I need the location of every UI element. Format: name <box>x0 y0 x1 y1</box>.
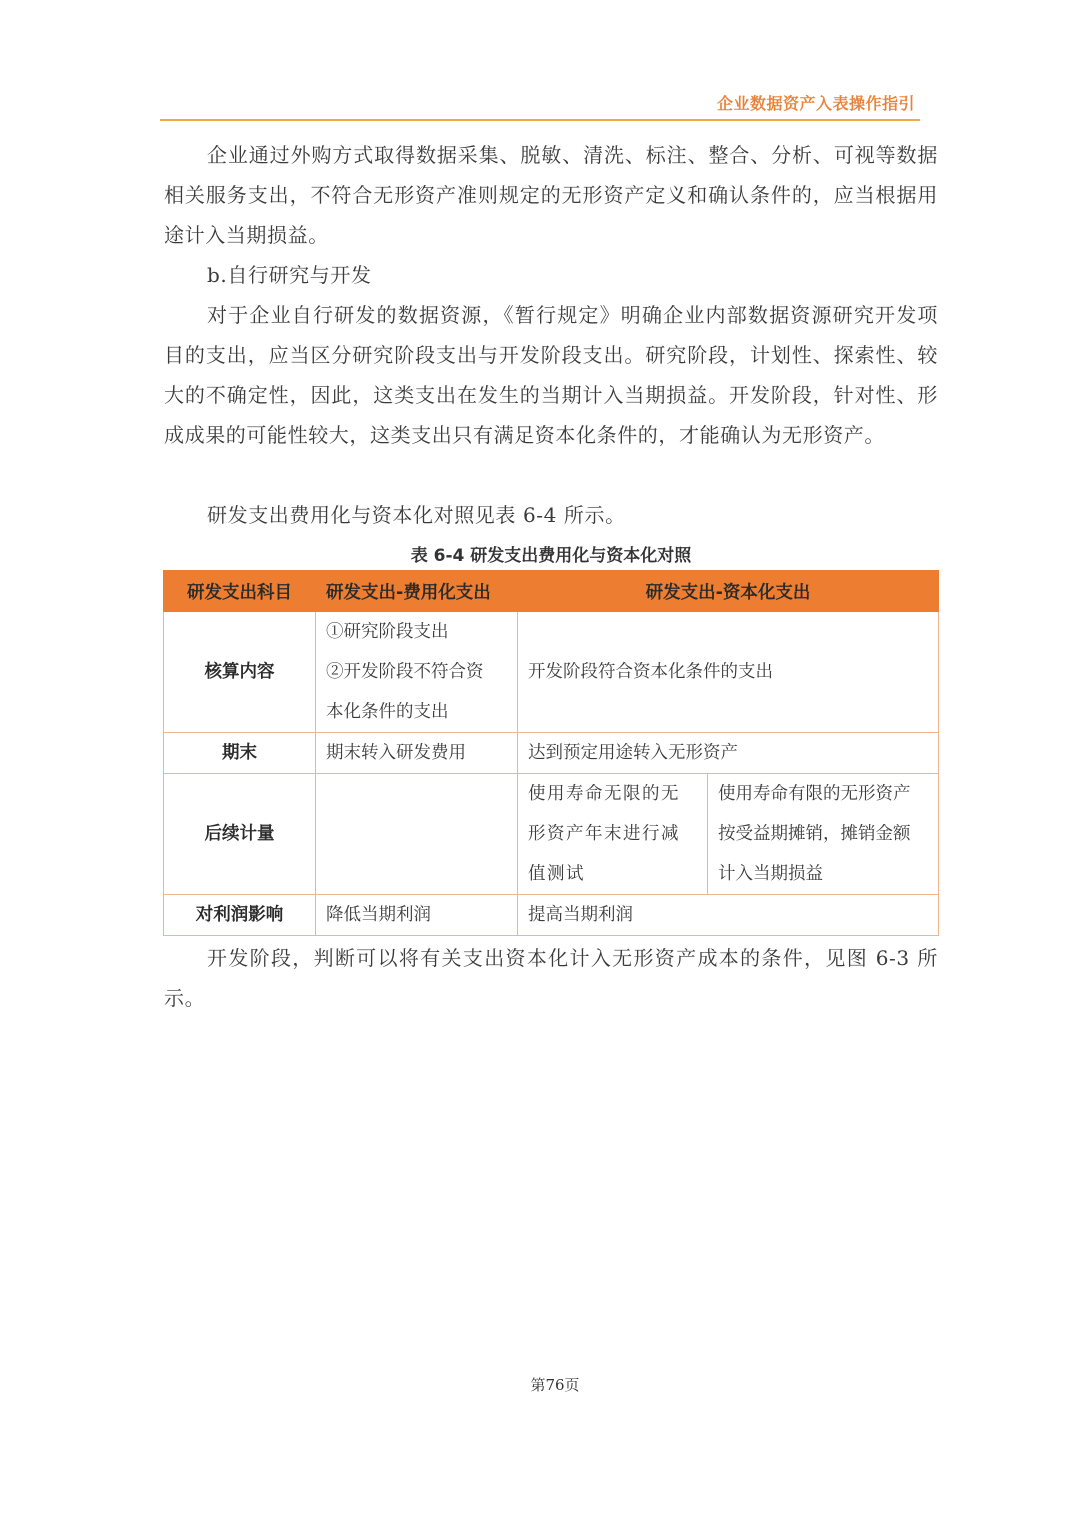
cell-line: 使用寿命无限的无 <box>528 784 680 804</box>
cell-line: 计入当期损益 <box>718 864 823 884</box>
row-label-profit-impact: 对利润影响 <box>164 895 316 936</box>
cell-line: ②开发阶段不符合资 <box>326 662 484 682</box>
cell-line: 按受益期摊销，摊销金额 <box>718 824 911 844</box>
table-row <box>164 612 939 733</box>
paragraph-self-rd: 对于企业自行研发的数据资源，《暂行规定》明确企业内部数据资源研究开发项目的支出，应当区分研究阶段支出与开发阶段支出。研究阶段，计划性、探索性、较大的不确定性，因此，这类支出在发生的当期计入当期损益。开发阶段，针对性、形成成果的可能性较大，这类支出只有满足资本化条件的，才能确认为无形资产。 <box>164 303 938 447</box>
rd-expense-comparison-table <box>163 570 939 936</box>
table-row <box>164 733 939 774</box>
section-heading-self-rd: b.自行研究与开发 <box>207 263 372 287</box>
table-row <box>164 895 939 936</box>
cell-line: 使用寿命有限的无形资产 <box>718 784 911 804</box>
table-caption: 表 6-4 研发支出费用化与资本化对照 <box>410 546 692 566</box>
cell-line: 值测试 <box>528 864 585 884</box>
running-header-title: 企业数据资产入表操作指引 <box>716 94 915 113</box>
table-row <box>164 774 939 895</box>
cell-expensed-empty <box>316 774 518 895</box>
cell-capitalized: 达到预定用途转入无形资产 <box>518 733 939 774</box>
paragraph-purchased-services: 企业通过外购方式取得数据采集、脱敏、清洗、标注、整合、分析、可视等数据相关服务支出，不符合无形资产准则规定的无形资产定义和确认条件的，应当根据用途计入当期损益。 <box>164 143 938 247</box>
column-header-expensed: 研发支出-费用化支出 <box>316 571 518 612</box>
cell-line: ①研究阶段支出 <box>326 622 449 642</box>
cell-capitalized: 开发阶段符合资本化条件的支出 <box>518 612 939 733</box>
page-number: 第76页 <box>530 1376 580 1394</box>
row-label-period-end: 期末 <box>164 733 316 774</box>
row-label-accounting-content: 核算内容 <box>164 612 316 733</box>
cell-line: 形资产年末进行减 <box>528 824 680 844</box>
table-header-row <box>164 571 939 612</box>
column-header-capitalized: 研发支出-资本化支出 <box>518 571 939 612</box>
cell-line: 本化条件的支出 <box>326 702 449 722</box>
paragraph-after-table: 开发阶段，判断可以将有关支出资本化计入无形资产成本的条件，见图 6-3 所示。 <box>164 946 938 1010</box>
row-label-subsequent-measurement: 后续计量 <box>164 774 316 895</box>
cell-capitalized: 提高当期利润 <box>518 895 939 936</box>
cell-capitalized-indefinite-life <box>518 774 708 895</box>
cell-expensed <box>316 612 518 733</box>
cell-expensed: 期末转入研发费用 <box>316 733 518 774</box>
cell-expensed: 降低当期利润 <box>316 895 518 936</box>
column-header-subject: 研发支出科目 <box>164 571 316 612</box>
paragraph-table-reference: 研发支出费用化与资本化对照见表 6-4 所示。 <box>207 503 626 527</box>
cell-capitalized-finite-life <box>708 774 939 895</box>
header-divider <box>160 119 920 121</box>
